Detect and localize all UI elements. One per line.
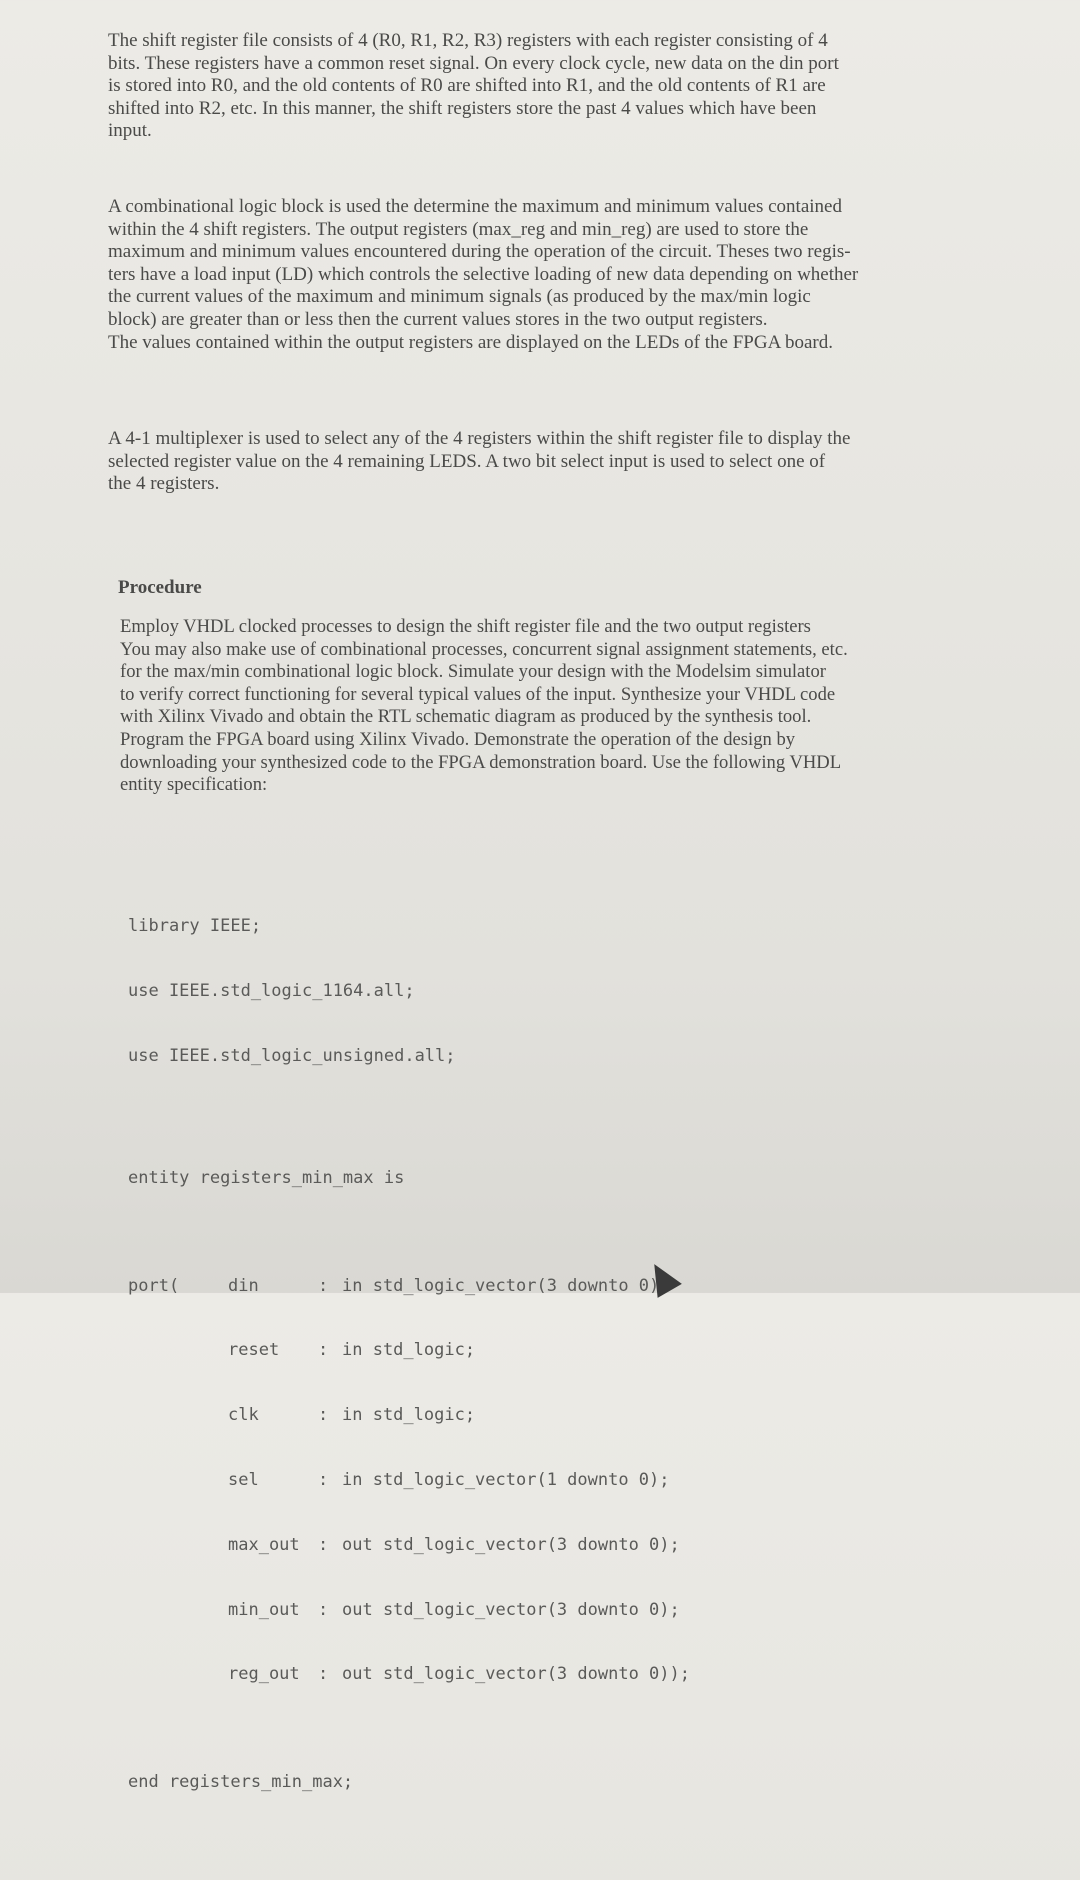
text-line: The values contained within the output registers are displayed on the LEDs of the FPGA board. [108, 331, 834, 353]
text-line: A 4-1 multiplexer is used to select any of the 4 registers within the shift register file to display the [108, 428, 851, 449]
entity-declaration [128, 1125, 690, 1838]
text-line: maximum and minimum values encountered during the operation of the circuit. Theses two regis- [108, 241, 851, 263]
text-line: bits. These registers have a common reset signal. On every clock cycle, new data on the din port [108, 52, 839, 74]
port-name: reset [228, 1340, 280, 1361]
port-prefix: port( [128, 1275, 180, 1296]
port-colon: : [318, 1340, 329, 1361]
text-line: entity specification: [120, 774, 268, 796]
paragraph-procedure [120, 616, 1038, 797]
port-name: clk [228, 1405, 259, 1426]
text-line: selected register value on the 4 remaining LEDS. A two bit select input is used to select one of [108, 450, 826, 472]
port-type: in std_logic; [342, 1405, 476, 1426]
port-row [128, 1405, 690, 1427]
vhdl-code-block [128, 873, 690, 1880]
port-row [128, 1664, 690, 1686]
text-line: The shift register file consists of 4 (R0, R1, R2, R3) registers with each register consisting of 4 [108, 30, 828, 51]
port-row [128, 1340, 690, 1362]
port-type: out std_logic_vector(3 downto 0)); [342, 1664, 690, 1685]
text-line: the 4 registers. [108, 473, 220, 495]
text-line: within the 4 shift registers. The output registers (max_reg and min_reg) are used to store the [108, 218, 809, 240]
port-type: out std_logic_vector(3 downto 0); [342, 1534, 680, 1555]
text-line: block) are greater than or less then the current values stores in the two output registers. [108, 308, 768, 330]
paragraph-shift-register [108, 30, 1038, 143]
text-line: shifted into R2, etc. In this manner, the shift registers store the past 4 values which have been [108, 97, 817, 119]
port-name: reg_out [228, 1664, 300, 1685]
port-colon: : [318, 1470, 329, 1491]
port-type: out std_logic_vector(3 downto 0); [342, 1599, 680, 1620]
text-line: Program the FPGA board using Xilinx Vivado. Demonstrate the operation of the design by [120, 728, 796, 750]
port-colon: : [318, 1599, 329, 1620]
paragraph-combinational-logic [108, 196, 1038, 354]
port-colon: : [318, 1664, 329, 1685]
port-type: in std_logic_vector(3 downto 0); [342, 1275, 670, 1296]
procedure-heading: Procedure [118, 577, 202, 598]
port-type: in std_logic_vector(1 downto 0); [342, 1470, 670, 1491]
port-row [128, 1600, 690, 1622]
text-line: to verify correct functioning for several typical values of the input. Synthesize your VHDL code [120, 683, 836, 705]
text-line: with Xilinx Vivado and obtain the RTL schematic diagram as produced by the synthesis tool. [120, 706, 812, 728]
port-type: in std_logic; [342, 1340, 476, 1361]
port-name: sel [228, 1470, 259, 1491]
text-line: You may also make use of combinational processes, concurrent signal assignment statements, etc. [120, 638, 848, 660]
port-colon: : [318, 1275, 329, 1296]
port-name: min_out [228, 1599, 300, 1620]
text-line: is stored into R0, and the old contents of R0 are shifted into R1, and the old contents of R1 are [108, 75, 826, 97]
code-use-line: use IEEE.std_logic_1164.all; [128, 980, 415, 1001]
code-end-line: end registers_min_max; [128, 1772, 354, 1793]
port-colon: : [318, 1534, 329, 1555]
port-row [128, 1276, 690, 1298]
text-line: A combinational logic block is used the determine the maximum and minimum values contained [108, 196, 842, 217]
text-line: the current values of the maximum and minimum signals (as produced by the max/min logic [108, 286, 811, 308]
port-colon: : [318, 1405, 329, 1426]
port-name: din [228, 1275, 259, 1296]
paragraph-multiplexer [108, 428, 1038, 496]
text-line: Employ VHDL clocked processes to design the shift register file and the two output registers [120, 616, 811, 637]
text-line: ters have a load input (LD) which controls the selective loading of new data depending on whether [108, 263, 859, 285]
port-row [128, 1470, 690, 1492]
port-row [128, 1535, 690, 1557]
text-line: input. [108, 120, 152, 142]
code-use-line: use IEEE.std_logic_unsigned.all; [128, 1045, 456, 1066]
port-name: max_out [228, 1534, 300, 1555]
text-line: for the max/min combinational logic block. Simulate your design with the Modelsim simulator [120, 661, 826, 683]
port-list [128, 1233, 690, 1730]
code-library-line: library IEEE; [128, 916, 262, 937]
text-line: downloading your synthesized code to the FPGA demonstration board. Use the following VHDL [120, 751, 842, 773]
code-entity-line: entity registers_min_max is [128, 1167, 405, 1188]
